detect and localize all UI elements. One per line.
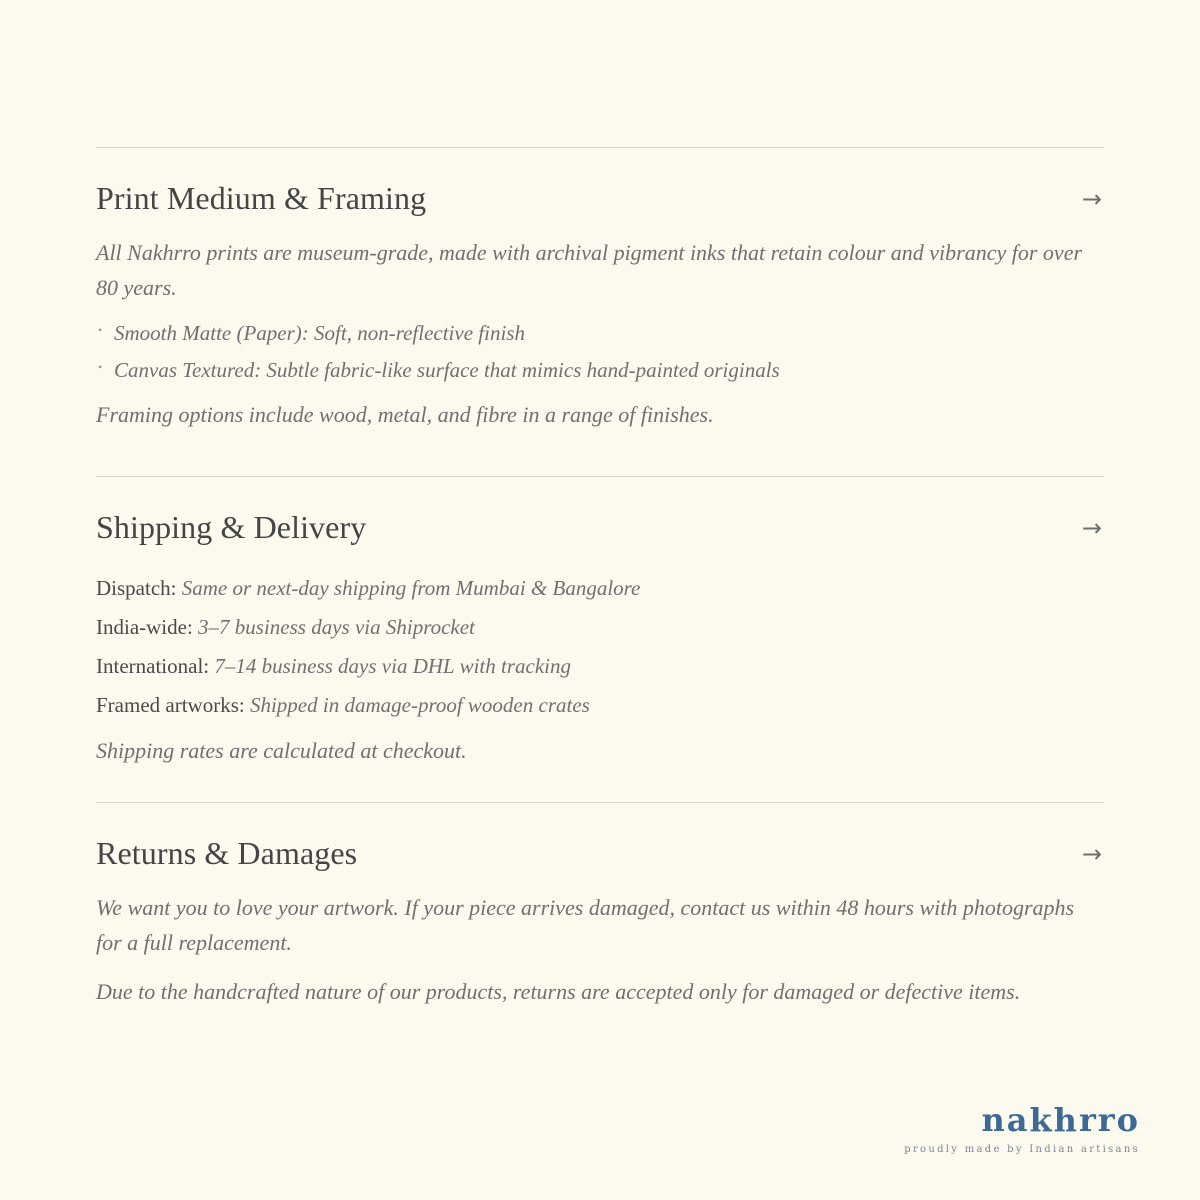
shipping-label: International: <box>96 654 210 678</box>
brand-tagline: proudly made by Indian artisans <box>904 1144 1140 1155</box>
section-returns[interactable] <box>96 802 1104 1053</box>
bullet-icon: • <box>98 323 103 337</box>
accordion <box>96 147 1104 1053</box>
section-print-medium[interactable] <box>96 147 1104 476</box>
brand-logo <box>904 1100 1140 1157</box>
shipping-row-india <box>96 608 1104 647</box>
right-arrow-icon[interactable]: → <box>1081 185 1102 213</box>
brand-name: nakhrro <box>981 1101 1140 1139</box>
shipping-note: Shipping rates are calculated at checkout. <box>96 738 467 763</box>
list-item <box>96 315 1104 352</box>
shipping-row-dispatch <box>96 569 1104 608</box>
list-item <box>96 352 1104 389</box>
shipping-details <box>96 569 1104 725</box>
right-arrow-icon[interactable]: → <box>1081 840 1102 868</box>
shipping-value: Shipped in damage-proof wooden crates <box>249 693 590 717</box>
shipping-value: 7–14 business days via DHL with tracking <box>214 654 571 678</box>
shipping-value: 3–7 business days via Shiprocket <box>198 615 475 639</box>
bullet-icon: • <box>98 360 103 374</box>
shipping-row-international <box>96 647 1104 686</box>
section-shipping[interactable] <box>96 476 1104 802</box>
print-medium-list <box>96 315 1104 389</box>
returns-paragraph: We want you to love your artwork. If your piece arrives damaged, contact us within 48 hours with photographs for a full replacement. <box>96 895 1075 955</box>
shipping-value: Same or next-day shipping from Mumbai & Bangalore <box>181 576 641 600</box>
shipping-label: Dispatch: <box>96 576 177 600</box>
returns-policy: Due to the handcrafted nature of our products, returns are accepted only for damaged or defective items. <box>96 979 1021 1004</box>
print-medium-intro: All Nakhrro prints are museum-grade, made with archival pigment inks that retain colour and vibrancy for over 80 years. <box>96 240 1083 300</box>
right-arrow-icon[interactable]: → <box>1081 514 1102 542</box>
section-title[interactable]: Print Medium & Framing <box>96 180 427 216</box>
shipping-label: Framed artworks: <box>96 693 245 717</box>
list-item-text: Canvas Textured: Subtle fabric-like surface that mimics hand-painted originals <box>114 358 780 382</box>
shipping-label: India-wide: <box>96 615 193 639</box>
list-item-text: Smooth Matte (Paper): Soft, non-reflective finish <box>114 321 525 345</box>
section-title[interactable]: Returns & Damages <box>96 835 358 871</box>
section-title[interactable]: Shipping & Delivery <box>96 509 367 545</box>
shipping-row-framed <box>96 686 1104 725</box>
framing-note: Framing options include wood, metal, and fibre in a range of finishes. <box>96 402 714 427</box>
